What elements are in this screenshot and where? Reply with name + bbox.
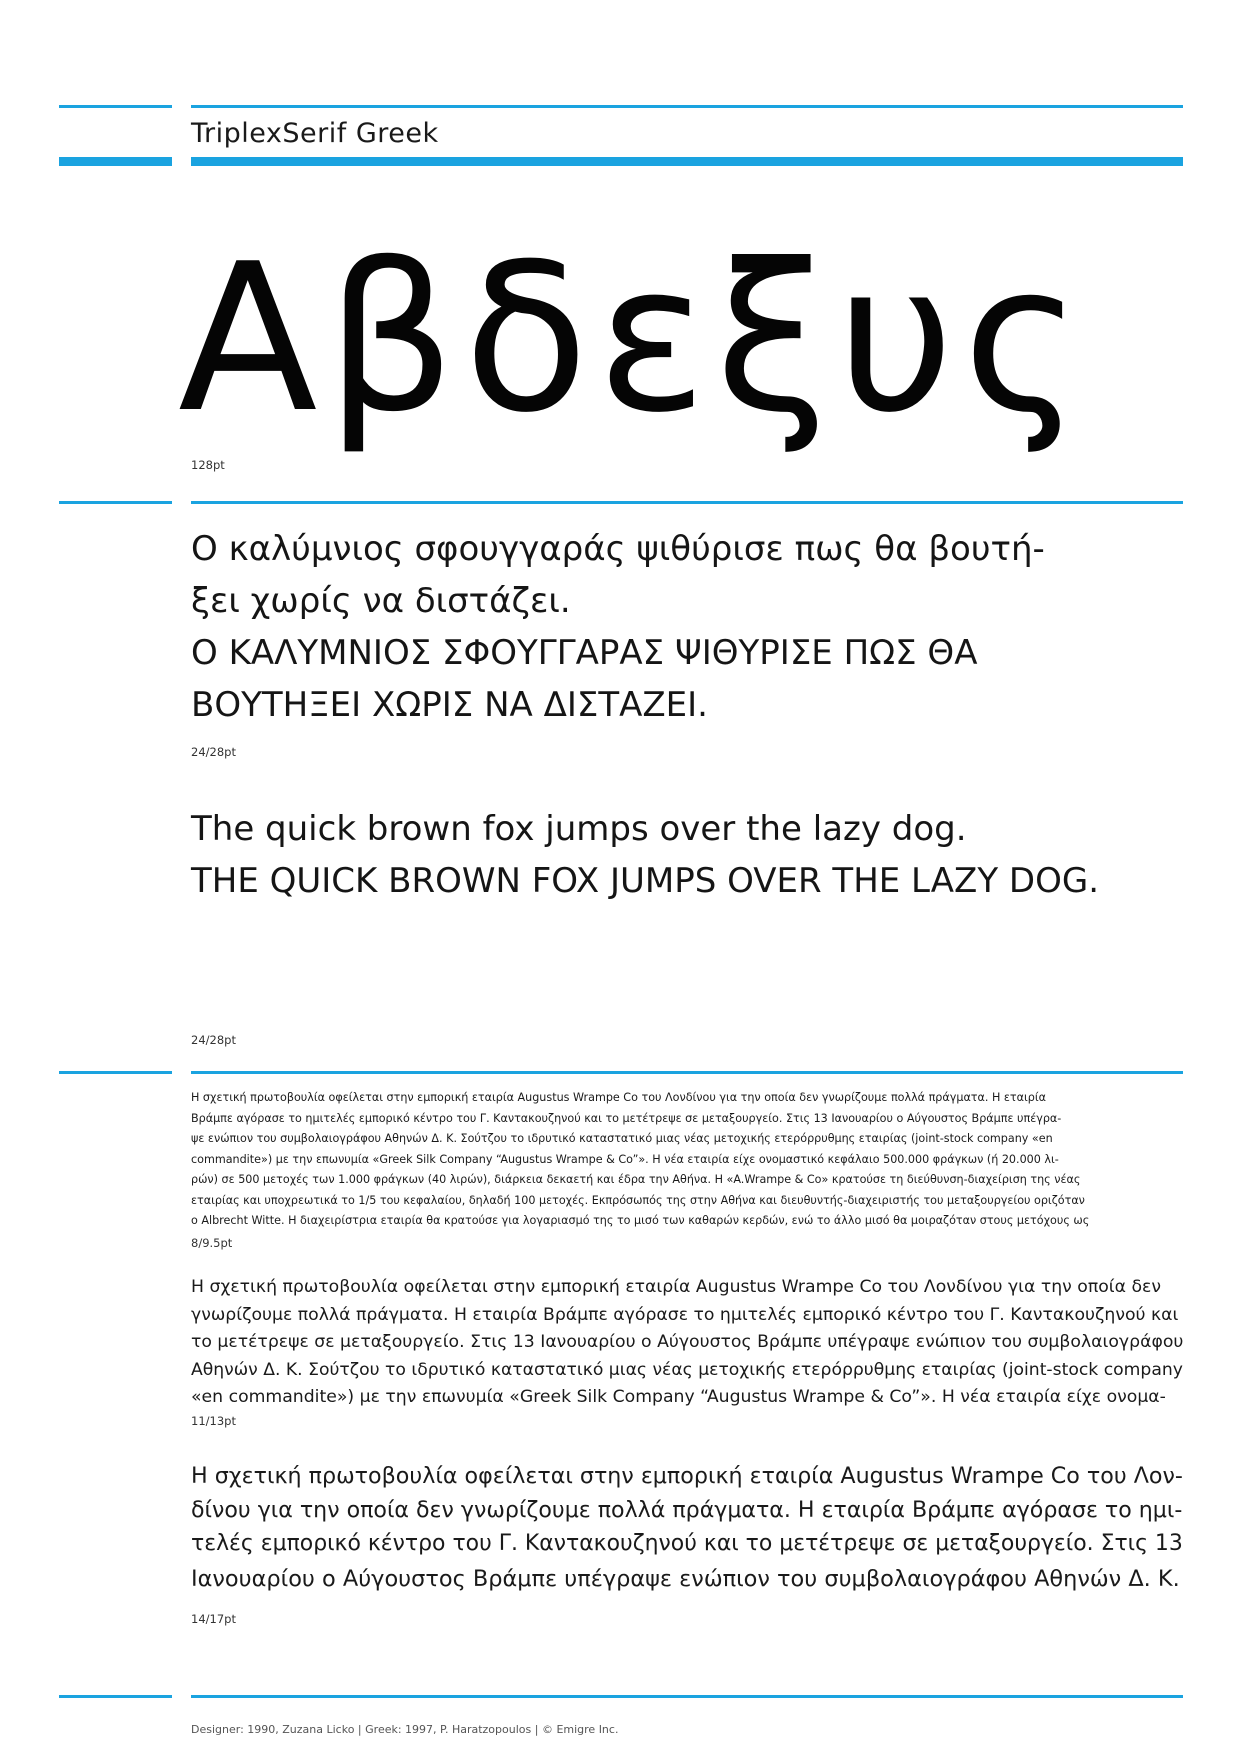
size-label-8: 8/9.5pt xyxy=(191,1236,233,1250)
header-rule-bottom-right xyxy=(191,157,1183,166)
specimen-line: ΒΟΥΤΗΞΕΙ ΧΩΡΙΣ ΝΑ ΔΙΣΤΑΖΕΙ. xyxy=(191,685,708,725)
specimen-line: commandite») με την επωνυμία «Greek Silk Company “Augustus Wrampe & Co”». Η νέα εταιρία είχε ονομαστικό κεφάλαιο 500.000 φράγκων (ή 20.000 λι- xyxy=(191,1152,1059,1166)
specimen-line: Η σχετική πρωτοβουλία οφείλεται στην εμπορική εταιρία Augustus Wrampe Co του Λονδίνου για την οποία δεν γνωρίζουμε πολλά πράγματα. Η εταιρία xyxy=(191,1091,1046,1104)
footer-credits: Designer: 1990, Zuzana Licko | Greek: 1997, P. Haratzopoulos | © Emigre Inc. xyxy=(191,1723,619,1736)
specimen-line: ξει χωρίς να διστάζει. xyxy=(191,581,571,621)
section-rule-right-2 xyxy=(191,1071,1183,1074)
specimen-line: Η σχετική πρωτοβουλία οφείλεται στην εμπορική εταιρία Augustus Wrampe Co του Λον- xyxy=(191,1463,1183,1489)
specimen-14 xyxy=(191,1459,1186,1596)
specimen-line: γνωρίζουμε πολλά πράγματα. Η εταιρία Βράμπε αγόρασε το ημιτελές εμπορικό κέντρο του Γ. Καντακουζηνού και xyxy=(191,1304,1179,1325)
specimen-line: εταιρίας και υποχρεωτικά το 1/5 του κεφαλαίου, δηλαδή 100 μετοχές. Εκπρόσωπός της στην Αθήνα και διευθυντής-διαχειριστής του μεταξουργείου οριζόταν xyxy=(191,1193,1085,1207)
size-label-11: 11/13pt xyxy=(191,1414,236,1428)
header-rule-top-right xyxy=(191,105,1183,108)
specimen-line: The quick brown fox jumps over the lazy dog. xyxy=(191,809,967,849)
specimen-line: ο Albrecht Witte. Η διαχειρίστρια εταιρία θα κρατούσε για λογαριασμό της το μισό των καθαρών κερδών, ενώ το άλλο μισό θα μοιραζόταν στους μετόχους ως xyxy=(191,1214,1090,1227)
size-label-14: 14/17pt xyxy=(191,1612,236,1626)
section-rule-left-2 xyxy=(59,1071,172,1074)
specimen-line: Αθηνών Δ. Κ. Σούτζου το ιδρυτικό καταστατικό μιας νέας μετοχικής ετερόρρυθμης εταιρίας (joint-stock company xyxy=(191,1359,1183,1380)
specimen-line: το μετέτρεψε σε μεταξουργείο. Στις 13 Ιανουαρίου ο Αύγουστος Βράμπε υπέγραψε ενώπιον του συμβολαιογράφου xyxy=(191,1332,1184,1352)
specimen-line: τελές εμπορικό κέντρο του Γ. Καντακουζηνού και το μετέτρεψε σε μεταξουργείο. Στις 13 xyxy=(191,1531,1183,1557)
specimen-line: Ιανουαρίου ο Αύγουστος Βράμπε υπέγραψε ενώπιον του συμβολαιογράφου Αθηνών Δ. Κ. xyxy=(191,1565,1180,1592)
specimen-line: Η σχετική πρωτοβουλία οφείλεται στην εμπορική εταιρία Augustus Wrampe Co του Λονδίνου για την οποία δεν xyxy=(191,1277,1162,1297)
specimen-line: ρών) σε 500 μετοχές των 1.000 φράγκων (40 λιρών), διάρκεια δεκαετή και έδρα την Αθήνα. Η «A.Wrampe & Co» κρατούσε τη διεύθυνση-διαχείριση της νέας xyxy=(191,1173,1081,1186)
section-rule-left-1 xyxy=(59,501,172,504)
footer-rule-right xyxy=(191,1695,1183,1698)
specimen-24-latin xyxy=(191,803,1181,907)
header-rule-bottom-left xyxy=(59,157,172,166)
specimen-24-greek xyxy=(191,523,1181,731)
size-label-24-latin: 24/28pt xyxy=(191,1033,236,1047)
specimen-line: Ο καλύμνιος σφουγγαράς ψιθύρισε πως θα βουτή- xyxy=(191,529,1045,569)
footer-rule-left xyxy=(59,1695,172,1698)
specimen-8 xyxy=(191,1088,1186,1232)
specimen-line: «en commandite») με την επωνυμία «Greek Silk Company “Augustus Wrampe & Co”». Η νέα εταιρία είχε ονομα- xyxy=(191,1387,1166,1407)
specimen-11 xyxy=(191,1274,1186,1412)
size-label-128: 128pt xyxy=(191,458,225,472)
display-glyphs: Αβδεξυς xyxy=(178,221,1091,458)
typeface-title: TriplexSerif Greek xyxy=(191,118,439,149)
specimen-line: δίνου για την οποία δεν γνωρίζουμε πολλά πράγματα. Η εταιρία Βράμπε αγόρασε το ημι- xyxy=(191,1497,1183,1524)
specimen-line: THE QUICK BROWN FOX JUMPS OVER THE LAZY DOG. xyxy=(191,861,1100,901)
specimen-line: Ο ΚΑΛΥΜΝΙΟΣ ΣΦΟΥΓΓΑΡΑΣ ΨΙΘΥΡΙΣΕ ΠΩΣ ΘΑ xyxy=(191,633,978,673)
header-rule-top-left xyxy=(59,105,172,108)
specimen-line: ψε ενώπιον του συμβολαιογράφου Αθηνών Δ. Κ. Σούτζου το ιδρυτικό καταστατικό μιας νέας μετοχικής ετερόρρυθμης εταιρίας (joint-stock company «en xyxy=(191,1132,1053,1145)
section-rule-right-1 xyxy=(191,501,1183,504)
size-label-24-greek: 24/28pt xyxy=(191,745,236,759)
specimen-line: Βράμπε αγόρασε το ημιτελές εμπορικό κέντρο του Γ. Καντακουζηνού και το μετέτρεψε σε μεταξουργείο. Στις 13 Ιανουαρίου ο Αύγουστος Βράμπε υπέγρα- xyxy=(191,1111,1062,1125)
